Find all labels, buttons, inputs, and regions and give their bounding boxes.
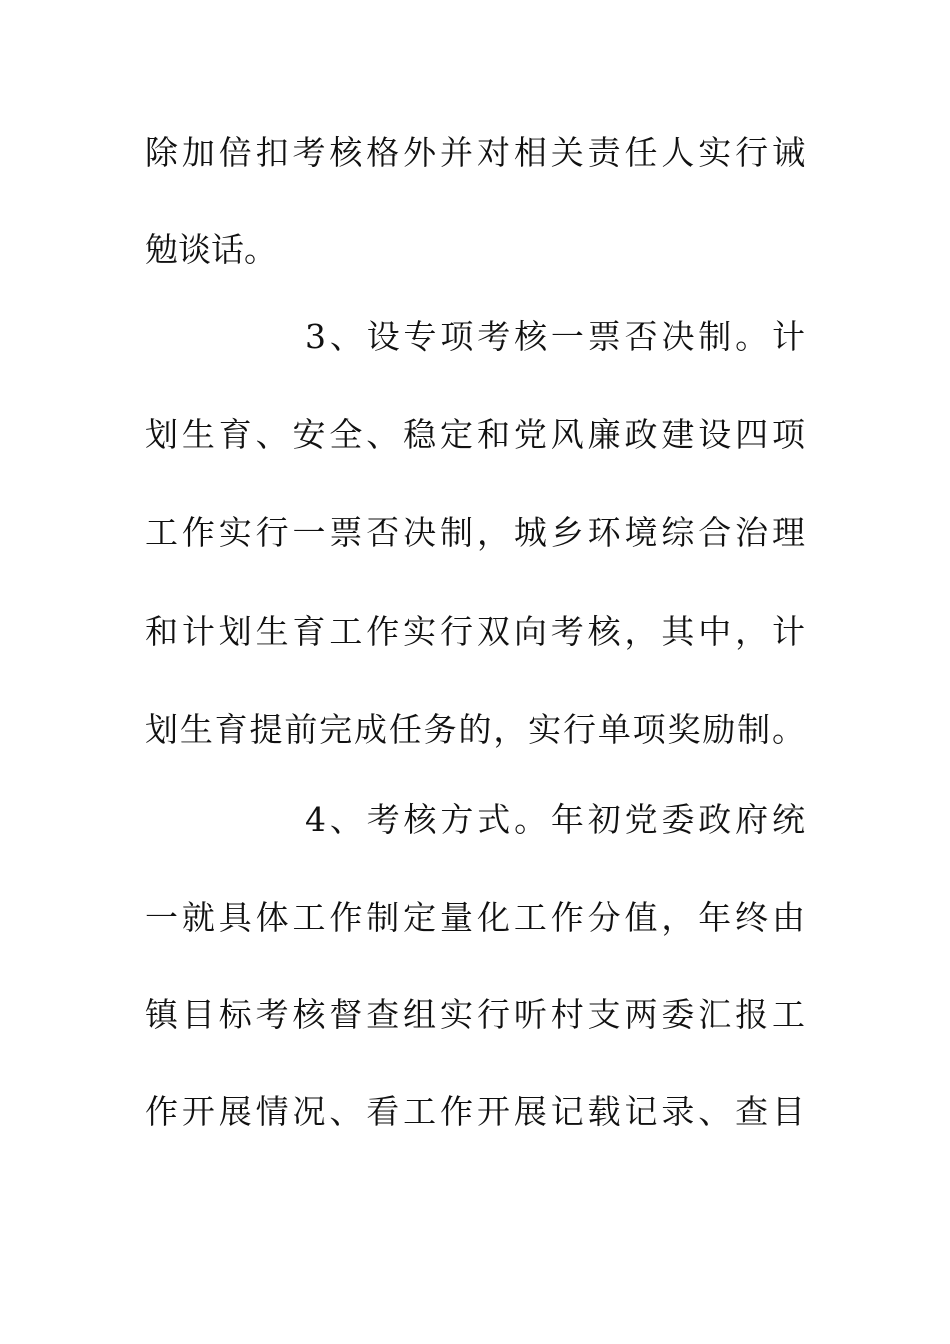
text-line: 勉谈话。 [145, 230, 277, 269]
text-line: 和计划生育工作实行双向考核，其中，计 [145, 612, 805, 651]
text-line: 镇目标考核督查组实行听村支两委汇报工 [145, 995, 805, 1034]
text-line: 一就具体工作制定量化工作分值，年终由 [145, 898, 805, 937]
text-line: 划生育提前完成任务的，实行单项奖励制。 [145, 710, 805, 749]
text-line: 划生育、安全、稳定和党风廉政建设四项 [145, 415, 805, 454]
text-line: 除加倍扣考核格外并对相关责任人实行诫 [145, 133, 805, 172]
text-line: 工作实行一票否决制，城乡环境综合治理 [145, 513, 805, 552]
text-line: 作开展情况、看工作开展记载记录、查目 [145, 1092, 805, 1131]
text-line: 4、考核方式。年初党委政府统 [305, 800, 805, 839]
text-line: 3、设专项考核一票否决制。计 [305, 317, 805, 356]
